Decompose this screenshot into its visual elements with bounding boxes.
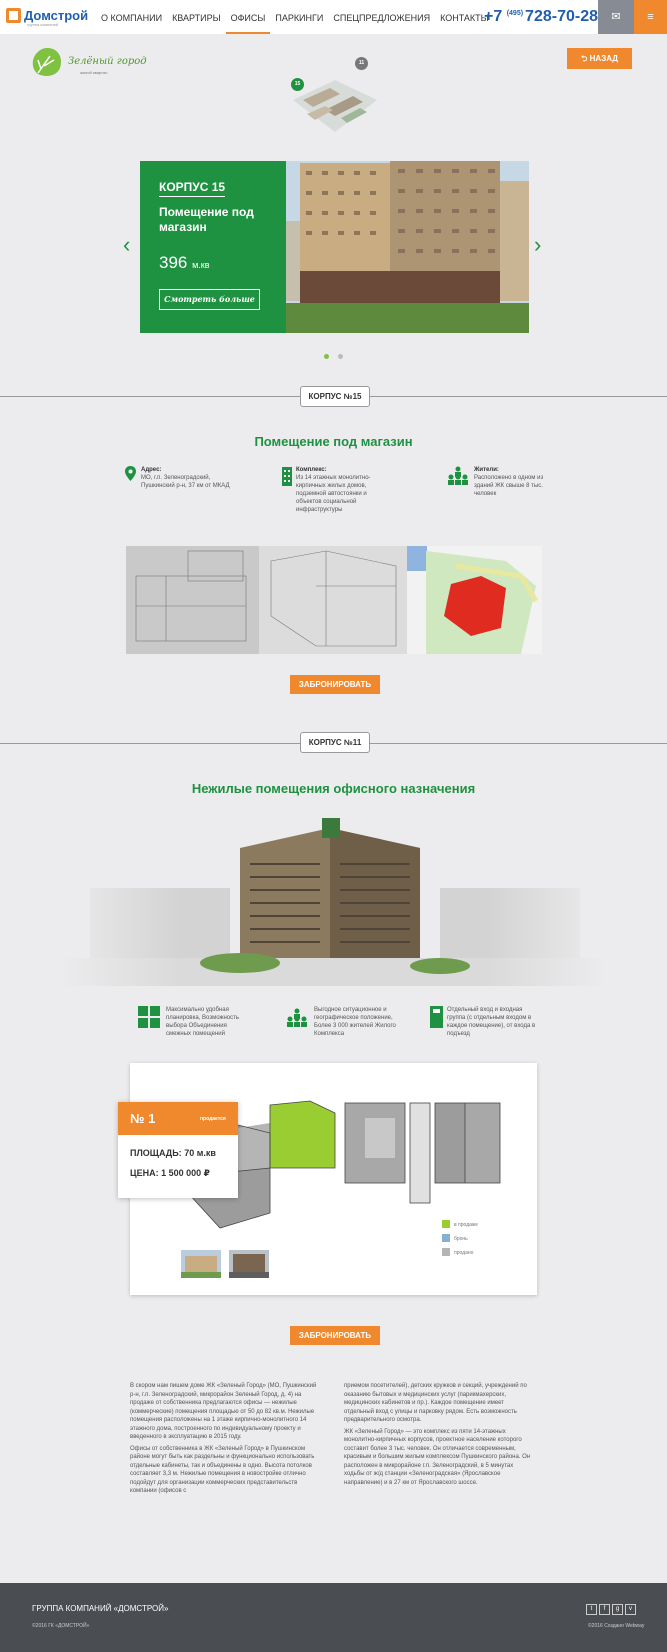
slide-title: КОРПУС 15 bbox=[159, 180, 225, 197]
map-pin-15[interactable]: 15 bbox=[291, 78, 304, 91]
unit-price-value: 1 500 000 ₽ bbox=[161, 1168, 210, 1178]
nav-item-apartments[interactable]: КВАРТИРЫ bbox=[172, 13, 221, 23]
slider-dot-2[interactable] bbox=[338, 354, 343, 359]
slider-prev-arrow[interactable] bbox=[123, 232, 130, 258]
site-footer bbox=[0, 1583, 667, 1652]
unit-area bbox=[130, 1148, 216, 1158]
description-paragraph: ЖК «Зеленый Город» — это комплекс из пяти 14-этажных монолитно-кирпичных корпусов, проектное население которого составит более 3 тыс. человек. Он отличается современным, красивым и большим жилым комплексом Пушкинского района. Он расположен в микрорайоне г.п. Зеленоградский, в 5 минутах ходьбы от ж/д станции «Зеленоградская» (Ярославское направление) и в 27 км от Ярославского шоссе. bbox=[344, 1428, 531, 1486]
logo-text: Домстрой bbox=[24, 8, 89, 23]
legend-sold-label: продано bbox=[454, 1250, 474, 1256]
nav-item-parking[interactable]: ПАРКИНГИ bbox=[275, 13, 324, 23]
back-arrow-icon: ⮌ bbox=[581, 54, 590, 63]
people-icon bbox=[447, 466, 469, 485]
see-more-button[interactable]: Смотреть больше bbox=[159, 289, 260, 310]
slide-area-unit: м.кв bbox=[192, 260, 210, 270]
back-button[interactable] bbox=[567, 48, 632, 69]
floor-plans-gallery[interactable] bbox=[126, 546, 542, 654]
description-column-2 bbox=[344, 1382, 534, 1490]
section-label-korpus-15: КОРПУС №15 bbox=[300, 386, 370, 407]
envelope-icon: ✉ bbox=[611, 11, 621, 23]
chevron-left-icon: ‹ bbox=[123, 232, 131, 257]
photo-thumbnail-1[interactable] bbox=[181, 1250, 221, 1278]
slide-area bbox=[159, 253, 286, 273]
info-complex-head: Комплекс: bbox=[296, 467, 327, 473]
slide-area-value: 396 bbox=[159, 253, 188, 272]
unit-area-label: ПЛОЩАДЬ: bbox=[130, 1148, 182, 1158]
vk-icon[interactable]: v bbox=[625, 1604, 636, 1615]
nav-item-offices[interactable]: ОФИСЫ bbox=[226, 0, 271, 34]
legend-sold bbox=[442, 1248, 473, 1256]
floor-plans-image bbox=[126, 546, 542, 654]
nav-item-about[interactable]: О КОМПАНИИ bbox=[101, 13, 163, 23]
footer-copyright: ©2016 ГК «ДОМСТРОЙ» bbox=[32, 1623, 90, 1629]
legend-swatch-gray bbox=[442, 1248, 450, 1256]
unit-number: № 1 bbox=[130, 1111, 156, 1126]
top-header bbox=[0, 0, 667, 34]
info-residents-head: Жители: bbox=[474, 467, 499, 473]
legend-reserved-label: бронь bbox=[454, 1236, 468, 1242]
unit-status: продается bbox=[200, 1116, 226, 1122]
info-residents-text: Расположено в одном из зданий ЖК свыше 8 тыс. человек bbox=[474, 475, 544, 497]
google-plus-icon[interactable]: g bbox=[612, 1604, 623, 1615]
info-address bbox=[141, 466, 231, 490]
photo-thumbnail-2[interactable] bbox=[229, 1250, 269, 1278]
map-pin-11[interactable]: 11 bbox=[355, 57, 368, 70]
slide-subtitle: Помещение под магазин bbox=[159, 205, 254, 234]
footer-made-by: ©2016 Создано Webway bbox=[588, 1623, 645, 1629]
unit-area-value: 70 м.кв bbox=[184, 1148, 216, 1158]
korpus-11-building-render bbox=[60, 818, 607, 986]
domstroy-logo[interactable] bbox=[6, 8, 89, 27]
price-card bbox=[118, 1102, 238, 1198]
project-logo-subtitle: жилой квартал bbox=[80, 70, 108, 75]
facebook-icon[interactable]: f bbox=[599, 1604, 610, 1615]
back-label: НАЗАД bbox=[589, 54, 618, 63]
info-complex-text: Из 14 этажных монолитно-кирпичных жилых домов, подземной автостоянки и объектов социальной инфраструктуры bbox=[296, 475, 371, 513]
info-complex bbox=[296, 466, 386, 514]
building-icon bbox=[282, 465, 292, 486]
zeleny-gorod-logo[interactable] bbox=[30, 46, 147, 78]
description-column-1 bbox=[130, 1382, 320, 1499]
residents-icon bbox=[286, 1008, 308, 1027]
book-button-korpus-11[interactable]: ЗАБРОНИРОВАТЬ bbox=[290, 1326, 380, 1345]
price-card-header bbox=[118, 1102, 238, 1135]
logo-subtitle: группа компаний bbox=[27, 22, 59, 27]
leaf-logo-icon bbox=[30, 46, 64, 78]
slide-info-panel bbox=[140, 161, 286, 333]
info-address-head: Адрес: bbox=[141, 467, 162, 473]
menu-button[interactable] bbox=[634, 0, 667, 34]
description-paragraph: Офисы от собственника в ЖК «Зеленый Город» в Пушкинском районе могут быть как раздельны и функционально использовать отдельные кабинеты, так и объединены в одно. Высота потолков составляет 3,3 м. Нежилые помещения в новостройке отлично подойдут для организации коммерческих представительств компании (офисов с bbox=[130, 1445, 315, 1494]
featured-slider bbox=[140, 161, 529, 333]
section2-title: Нежилые помещения офисного назначения bbox=[191, 781, 476, 796]
info-address-text: МО, г.п. Зеленоградский, Пушкинский р-н, 37 км от МКАД bbox=[141, 475, 230, 489]
twitter-icon[interactable]: t bbox=[586, 1604, 597, 1615]
legend-for-sale-label: в продаже bbox=[454, 1222, 479, 1228]
legend-swatch-blue bbox=[442, 1234, 450, 1242]
info-residents bbox=[474, 466, 564, 498]
phone-number[interactable] bbox=[484, 8, 598, 26]
legend-swatch-green bbox=[442, 1220, 450, 1228]
unit-price-label: ЦЕНА: bbox=[130, 1168, 159, 1178]
section-label-korpus-11: КОРПУС №11 bbox=[300, 732, 370, 753]
feature-layout: Максимально удобная планировка, Возможность выбора Объединения смежных помещений bbox=[166, 1007, 239, 1037]
slider-next-arrow[interactable] bbox=[534, 232, 541, 258]
project-logo-text: Зелёный город bbox=[68, 56, 147, 67]
unit-price bbox=[130, 1168, 210, 1179]
nav-item-special-offers[interactable]: СПЕЦПРЕДЛОЖЕНИЯ bbox=[333, 13, 431, 23]
phone-code: (495) bbox=[506, 10, 524, 17]
description-paragraph: В скором нам пишем доме ЖК «Зеленый Город» (МО, Пушкинский р-н, г.п. Зеленоградский, микрорайон Зеленый Город, д. 4) на продаже от собственника предлагаются офисы — нежилые (коммерческие) помещения площадью от 50 до 82 кв.м. Нежилые помещения расположены на 1 этаже кирпично-монолитного 14 этажного дома, построенного по индивидуальному проекту и введенного в эксплуатацию в 2015 году. bbox=[130, 1383, 317, 1440]
description-paragraph: приемом посетителей), детских кружков и секций, учреждений по оказанию бытовых и медицинских услуг (парикмахерских, медицинских кабинетов и пр.). Каждое помещение имеет отдельный вход с улицы и парковку рядом. Есть возможность предварительного осмотра. bbox=[344, 1383, 527, 1423]
phone-prefix: +7 bbox=[484, 8, 503, 25]
footer-company: ГРУППА КОМПАНИЙ «ДОМСТРОЙ» bbox=[32, 1604, 169, 1613]
chevron-right-icon: › bbox=[534, 232, 542, 257]
book-button-korpus-15[interactable]: ЗАБРОНИРОВАТЬ bbox=[290, 675, 380, 694]
logo-mark-icon bbox=[6, 8, 21, 23]
location-pin-icon bbox=[125, 466, 136, 481]
legend-reserved bbox=[442, 1234, 468, 1242]
phone-main: 728-70-28 bbox=[525, 8, 598, 25]
layout-grid-icon bbox=[138, 1006, 160, 1028]
slider-dot-1[interactable] bbox=[324, 354, 329, 359]
menu-icon: ≡ bbox=[647, 11, 654, 23]
section1-title: Помещение под магазин bbox=[254, 434, 413, 449]
nav-item-contacts[interactable]: КОНТАКТЫ bbox=[440, 13, 489, 23]
site-map-thumbnail[interactable] bbox=[285, 60, 380, 138]
legend-for-sale bbox=[442, 1220, 478, 1228]
main-nav bbox=[96, 0, 494, 34]
feature-location: Выгодное ситуационное и географическое положение, Более 3 000 жителей Жилого Комплекса bbox=[314, 1007, 396, 1037]
mail-button[interactable] bbox=[598, 0, 634, 34]
door-icon bbox=[430, 1006, 443, 1028]
feature-entrance: Отдельный вход и входная группа (с отдельным входом в каждое помещение), от входа в подъезд bbox=[447, 1007, 536, 1037]
building-photo bbox=[286, 161, 529, 333]
